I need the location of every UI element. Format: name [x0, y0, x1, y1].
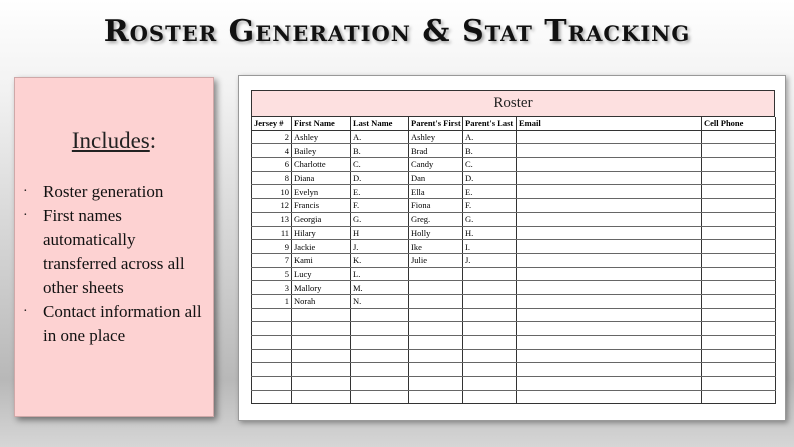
cell-jersey — [252, 377, 292, 391]
cell-first-name: Lucy — [292, 267, 351, 281]
cell-phone — [702, 281, 776, 295]
column-header-cell-phone: Cell Phone — [702, 117, 776, 130]
cell-email — [517, 240, 702, 254]
cell-first-name — [292, 363, 351, 377]
cell-first-name: Evelyn — [292, 185, 351, 199]
table-row — [252, 377, 776, 391]
cell-last-name: E. — [351, 185, 409, 199]
table-row — [252, 185, 776, 199]
roster-title: Roster — [251, 90, 775, 117]
column-header-parent-last: Parent's Last — [463, 117, 517, 130]
cell-last-name: F. — [351, 199, 409, 213]
column-header-first-name: First Name — [292, 117, 351, 130]
roster-body — [252, 130, 776, 404]
cell-parent-first — [409, 349, 463, 363]
cell-parent-first: Ashley — [409, 130, 463, 144]
cell-first-name: Charlotte — [292, 158, 351, 172]
cell-first-name: Mallory — [292, 281, 351, 295]
cell-last-name: D. — [351, 171, 409, 185]
cell-jersey — [252, 390, 292, 404]
cell-email — [517, 267, 702, 281]
table-row — [252, 253, 776, 267]
cell-parent-last: I. — [463, 240, 517, 254]
bullet-icon: · — [23, 304, 28, 319]
cell-jersey: 7 — [252, 253, 292, 267]
cell-jersey: 3 — [252, 281, 292, 295]
cell-phone — [702, 226, 776, 240]
table-row — [252, 390, 776, 404]
cell-parent-first: Holly — [409, 226, 463, 240]
cell-phone — [702, 363, 776, 377]
cell-email — [517, 336, 702, 350]
cell-jersey: 12 — [252, 199, 292, 213]
cell-parent-first — [409, 363, 463, 377]
cell-parent-last — [463, 336, 517, 350]
cell-email — [517, 322, 702, 336]
cell-parent-last: E. — [463, 185, 517, 199]
cell-last-name: K. — [351, 253, 409, 267]
cell-last-name — [351, 363, 409, 377]
cell-email — [517, 294, 702, 308]
cell-first-name: Ashley — [292, 130, 351, 144]
column-header-email: Email — [517, 117, 702, 130]
cell-parent-last — [463, 322, 517, 336]
cell-parent-last: J. — [463, 253, 517, 267]
cell-last-name: J. — [351, 240, 409, 254]
table-row — [252, 349, 776, 363]
cell-last-name: A. — [351, 130, 409, 144]
cell-parent-last — [463, 390, 517, 404]
table-row — [252, 240, 776, 254]
cell-jersey: 13 — [252, 212, 292, 226]
feature-text: Contact information all in one place — [43, 302, 202, 345]
cell-last-name — [351, 390, 409, 404]
cell-phone — [702, 158, 776, 172]
cell-parent-last — [463, 308, 517, 322]
cell-first-name: Kami — [292, 253, 351, 267]
cell-phone — [702, 322, 776, 336]
cell-parent-first — [409, 377, 463, 391]
feature-item — [23, 300, 209, 348]
cell-first-name: Georgia — [292, 212, 351, 226]
cell-email — [517, 185, 702, 199]
feature-item — [23, 204, 209, 300]
cell-last-name — [351, 308, 409, 322]
cell-parent-last — [463, 377, 517, 391]
cell-jersey — [252, 308, 292, 322]
cell-phone — [702, 390, 776, 404]
bullet-icon: · — [23, 208, 28, 223]
cell-phone — [702, 212, 776, 226]
cell-jersey: 9 — [252, 240, 292, 254]
cell-phone — [702, 199, 776, 213]
cell-last-name: C. — [351, 158, 409, 172]
cell-email — [517, 377, 702, 391]
cell-email — [517, 281, 702, 295]
cell-first-name — [292, 322, 351, 336]
cell-last-name — [351, 336, 409, 350]
cell-phone — [702, 294, 776, 308]
cell-parent-first: Ike — [409, 240, 463, 254]
cell-parent-last — [463, 267, 517, 281]
cell-jersey — [252, 322, 292, 336]
cell-last-name: H — [351, 226, 409, 240]
cell-parent-first — [409, 281, 463, 295]
cell-email — [517, 390, 702, 404]
cell-parent-last: D. — [463, 171, 517, 185]
cell-first-name — [292, 390, 351, 404]
cell-jersey: 6 — [252, 158, 292, 172]
cell-email — [517, 363, 702, 377]
cell-first-name — [292, 349, 351, 363]
table-row — [252, 144, 776, 158]
cell-last-name: G. — [351, 212, 409, 226]
cell-phone — [702, 336, 776, 350]
cell-last-name — [351, 349, 409, 363]
roster-table — [251, 117, 776, 404]
cell-jersey: 8 — [252, 171, 292, 185]
roster-sheet — [251, 90, 775, 404]
cell-parent-last: G. — [463, 212, 517, 226]
cell-email — [517, 171, 702, 185]
table-row — [252, 212, 776, 226]
cell-jersey: 2 — [252, 130, 292, 144]
cell-parent-first: Greg. — [409, 212, 463, 226]
table-row — [252, 336, 776, 350]
cell-parent-first: Julie — [409, 253, 463, 267]
cell-parent-first: Fiona — [409, 199, 463, 213]
cell-jersey — [252, 349, 292, 363]
cell-parent-first — [409, 322, 463, 336]
cell-first-name: Jackie — [292, 240, 351, 254]
includes-panel — [14, 77, 214, 417]
includes-heading-colon: : — [149, 128, 157, 153]
feature-item — [23, 180, 209, 204]
roster-header-row — [252, 117, 776, 130]
cell-email — [517, 144, 702, 158]
table-row — [252, 294, 776, 308]
cell-first-name: Bailey — [292, 144, 351, 158]
feature-list — [23, 180, 209, 348]
cell-email — [517, 253, 702, 267]
cell-parent-last: C. — [463, 158, 517, 172]
cell-last-name: B. — [351, 144, 409, 158]
cell-phone — [702, 308, 776, 322]
cell-first-name — [292, 336, 351, 350]
cell-first-name: Norah — [292, 294, 351, 308]
table-row — [252, 199, 776, 213]
table-row — [252, 363, 776, 377]
cell-parent-last: B. — [463, 144, 517, 158]
cell-parent-first — [409, 390, 463, 404]
cell-jersey: 4 — [252, 144, 292, 158]
cell-parent-first — [409, 294, 463, 308]
cell-phone — [702, 144, 776, 158]
cell-first-name — [292, 377, 351, 391]
cell-parent-first — [409, 267, 463, 281]
cell-parent-last — [463, 281, 517, 295]
cell-parent-last: F. — [463, 199, 517, 213]
cell-email — [517, 349, 702, 363]
table-row — [252, 267, 776, 281]
cell-first-name: Hilary — [292, 226, 351, 240]
cell-jersey: 5 — [252, 267, 292, 281]
cell-phone — [702, 377, 776, 391]
feature-text: Roster generation — [43, 182, 164, 201]
table-row — [252, 130, 776, 144]
cell-first-name: Diana — [292, 171, 351, 185]
cell-last-name: M. — [351, 281, 409, 295]
table-row — [252, 171, 776, 185]
cell-jersey — [252, 336, 292, 350]
table-row — [252, 226, 776, 240]
cell-jersey: 11 — [252, 226, 292, 240]
feature-text: First names automatically transferred across all other sheets — [43, 206, 185, 297]
cell-parent-first — [409, 308, 463, 322]
bullet-icon: · — [23, 184, 28, 199]
cell-email — [517, 308, 702, 322]
cell-parent-last: H. — [463, 226, 517, 240]
cell-phone — [702, 267, 776, 281]
table-row — [252, 158, 776, 172]
cell-jersey: 1 — [252, 294, 292, 308]
cell-phone — [702, 240, 776, 254]
page-title: Roster Generation & Stat Tracking — [103, 14, 691, 49]
column-header-parent-first: Parent's First — [409, 117, 463, 130]
cell-email — [517, 199, 702, 213]
cell-first-name: Francis — [292, 199, 351, 213]
cell-last-name — [351, 377, 409, 391]
cell-parent-first: Brad — [409, 144, 463, 158]
table-row — [252, 322, 776, 336]
includes-heading-text: Includes — [71, 128, 150, 153]
cell-parent-last — [463, 294, 517, 308]
cell-phone — [702, 349, 776, 363]
cell-parent-last — [463, 363, 517, 377]
table-row — [252, 281, 776, 295]
cell-first-name — [292, 308, 351, 322]
cell-parent-last: A. — [463, 130, 517, 144]
cell-last-name: L. — [351, 267, 409, 281]
cell-parent-first: Candy — [409, 158, 463, 172]
cell-email — [517, 226, 702, 240]
roster-sheet-preview — [238, 75, 786, 421]
cell-last-name: N. — [351, 294, 409, 308]
cell-parent-first: Dan — [409, 171, 463, 185]
cell-jersey — [252, 363, 292, 377]
cell-phone — [702, 171, 776, 185]
cell-jersey: 10 — [252, 185, 292, 199]
cell-email — [517, 212, 702, 226]
includes-heading — [15, 128, 213, 154]
table-row — [252, 308, 776, 322]
column-header-jersey: Jersey # — [252, 117, 292, 130]
cell-email — [517, 158, 702, 172]
cell-phone — [702, 130, 776, 144]
cell-parent-last — [463, 349, 517, 363]
cell-phone — [702, 185, 776, 199]
cell-email — [517, 130, 702, 144]
cell-last-name — [351, 322, 409, 336]
column-header-last-name: Last Name — [351, 117, 409, 130]
cell-phone — [702, 253, 776, 267]
cell-parent-first — [409, 336, 463, 350]
cell-parent-first: Ella — [409, 185, 463, 199]
